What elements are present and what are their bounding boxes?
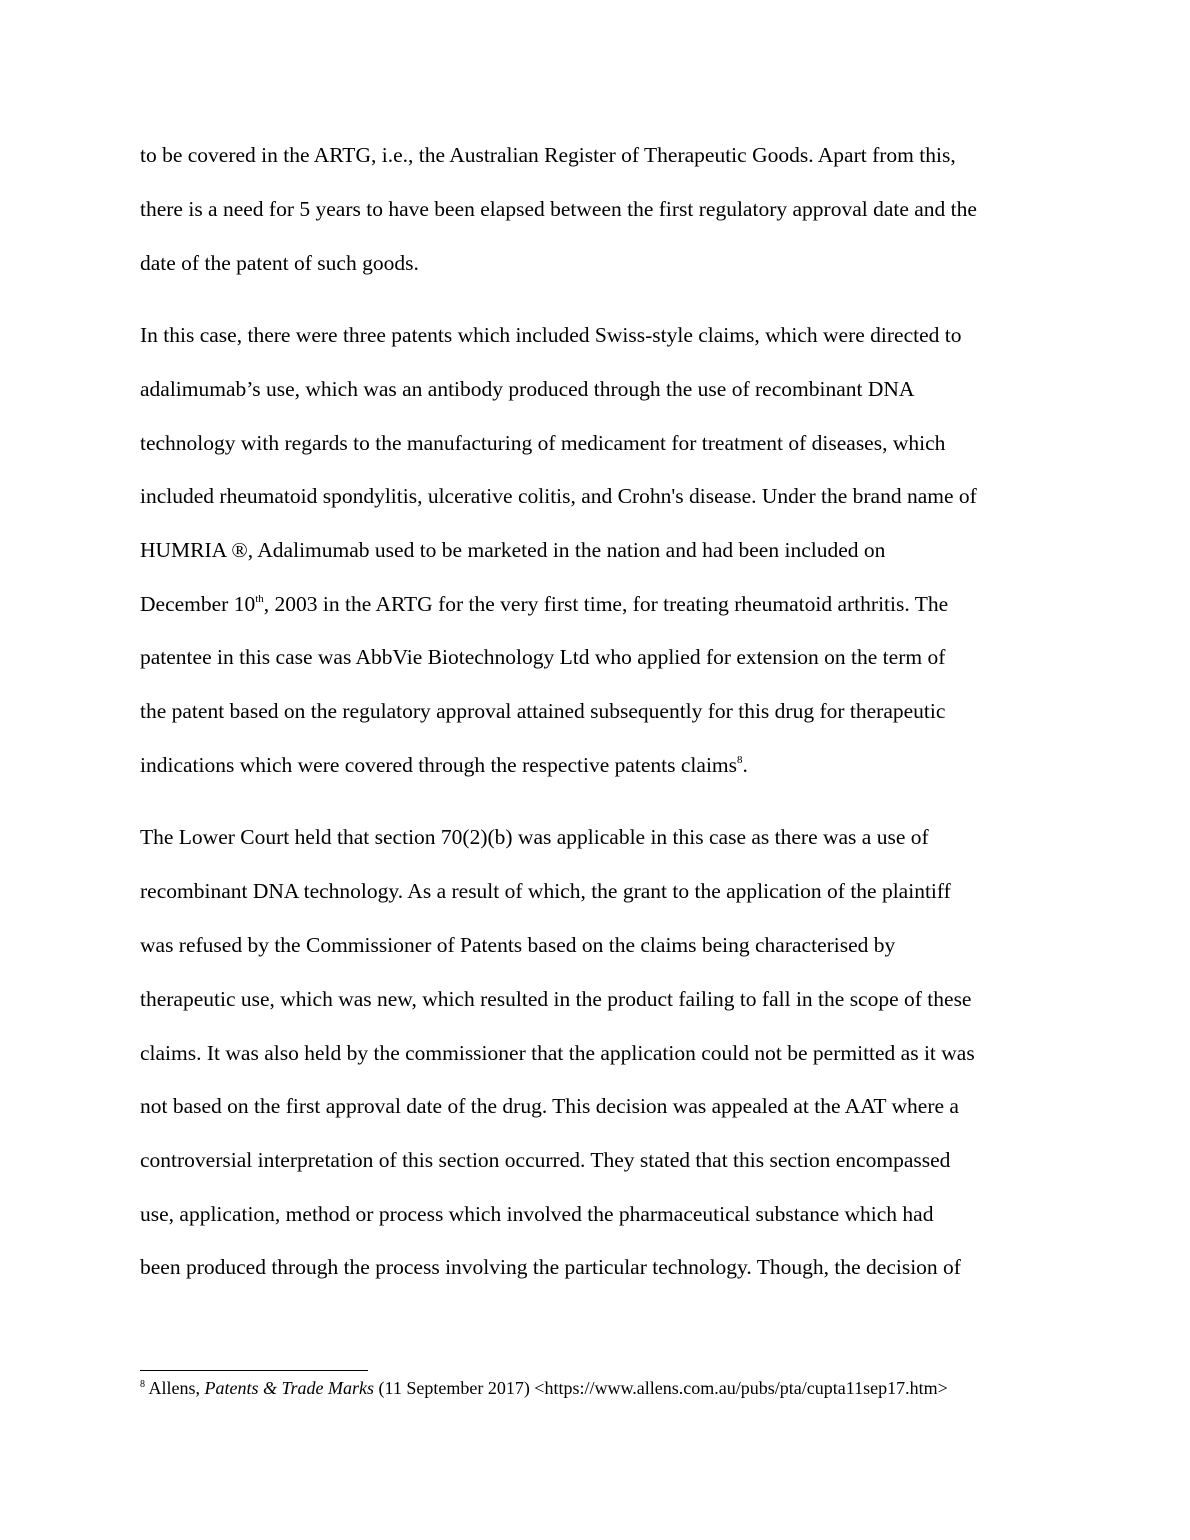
paragraph-2-line-9 [140, 750, 748, 780]
paragraph-2-line-7: patentee in this case was AbbVie Biotechnology Ltd who applied for extension on the term of [140, 645, 946, 669]
footnote-reference[interactable]: 8 [737, 754, 743, 766]
footnote [140, 1376, 948, 1400]
paragraph-3-line-9: been produced through the process involving the particular technology. Though, the decision of [140, 1255, 961, 1279]
paragraph-2-line-6 [140, 589, 948, 619]
footnote-citation[interactable]: (11 September 2017) <https://www.allens.com.au/pubs/pta/cupta11sep17.htm> [374, 1378, 948, 1398]
line-9-period: . [742, 753, 748, 777]
paragraph-2-line-4: included rheumatoid spondylitis, ulcerative colitis, and Crohn's disease. Under the brand name of [140, 484, 977, 508]
paragraph-2-line-1: In this case, there were three patents which included Swiss-style claims, which were directed to [140, 323, 962, 347]
paragraph-3-line-3: was refused by the Commissioner of Patents based on the claims being characterised by [140, 933, 896, 957]
line-6-start: December 10 [140, 592, 256, 616]
footnote-title: Patents & Trade Marks [204, 1378, 375, 1398]
paragraph-2-line-5: HUMRIA ®, Adalimumab used to be marketed in the nation and had been included on [140, 538, 886, 562]
paragraph-3-line-1: The Lower Court held that section 70(2)(b) was applicable in this case as there was a use of [140, 825, 929, 849]
line-9-text: indications which were covered through the respective patents claims [140, 753, 738, 777]
ordinal-suffix: th [255, 593, 264, 605]
footnote-author: Allens, [145, 1378, 205, 1398]
paragraph-1-line-2: there is a need for 5 years to have been elapsed between the first regulatory approval date and the [140, 197, 977, 221]
footnote-number: 8 [140, 1379, 145, 1390]
paragraph-3-line-8: use, application, method or process which involved the pharmaceutical substance which had [140, 1202, 934, 1226]
paragraph-3-line-4: therapeutic use, which was new, which resulted in the product failing to fall in the scope of these [140, 987, 972, 1011]
paragraph-3-line-7: controversial interpretation of this section occurred. They stated that this section encompassed [140, 1148, 951, 1172]
paragraph-2-line-3: technology with regards to the manufacturing of medicament for treatment of diseases, which [140, 431, 946, 455]
footnote-separator [140, 1370, 368, 1371]
paragraph-3-line-5: claims. It was also held by the commissioner that the application could not be permitted as it was [140, 1041, 975, 1065]
paragraph-1-line-1: to be covered in the ARTG, i.e., the Australian Register of Therapeutic Goods. Apart from this, [140, 143, 956, 167]
line-6-end: , 2003 in the ARTG for the very first time, for treating rheumatoid arthritis. The [263, 592, 949, 616]
paragraph-1-line-3: date of the patent of such goods. [140, 251, 419, 275]
paragraph-3-line-2: recombinant DNA technology. As a result of which, the grant to the application of the plaintiff [140, 879, 951, 903]
paragraph-2-line-2: adalimumab’s use, which was an antibody produced through the use of recombinant DNA [140, 377, 915, 401]
paragraph-3-line-6: not based on the first approval date of the drug. This decision was appealed at the AAT where a [140, 1094, 959, 1118]
paragraph-2-line-8: the patent based on the regulatory approval attained subsequently for this drug for therapeutic [140, 699, 946, 723]
